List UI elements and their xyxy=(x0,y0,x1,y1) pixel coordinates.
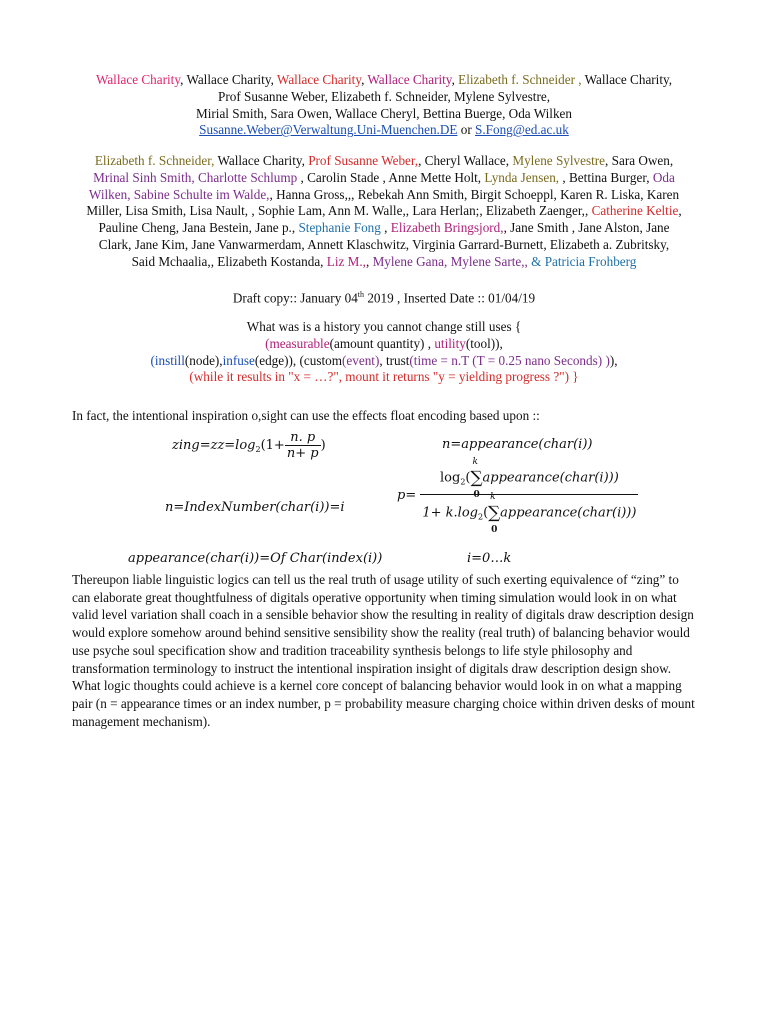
author-name: Pauline Cheng, Jana Bestein, Jane p., xyxy=(98,220,299,236)
sum-lower: 0 xyxy=(473,490,480,500)
draft-date-line xyxy=(60,287,708,307)
equation-p xyxy=(397,457,638,535)
author-name: Mrinal Sinh Smith, xyxy=(93,169,195,185)
author-name: Wallace Charity xyxy=(95,72,181,87)
author-block-secondary xyxy=(60,153,708,271)
equation-i-range: i=0…k xyxy=(467,551,512,566)
sigma-symbol: ∑ k 0 xyxy=(470,457,483,500)
email-line xyxy=(60,122,708,139)
eq-numerator xyxy=(420,457,638,500)
eq-subscript: 2 xyxy=(477,512,484,522)
author-name: Wilken, xyxy=(88,186,131,202)
text: ), xyxy=(609,352,618,368)
intro-sentence: In fact, the intentional inspiration o,sight can use the effects float encoding based upon :: xyxy=(72,408,540,423)
author-name: Said Mchaalia,, Elizabeth Kostanda, xyxy=(131,253,324,269)
author-name: Elizabeth f. Schneider, xyxy=(94,153,215,168)
email-link-fong[interactable]: S.Fong@ed.ac.uk xyxy=(475,122,569,138)
keyword: (time = n.T (T = 0.25 nano Seconds) ) xyxy=(409,352,610,368)
author-name: Charlotte Schlump xyxy=(194,169,298,185)
author-name: , Jane Smith , Jane Alston, Jane xyxy=(503,220,670,236)
question-line-4: (while it results in "x = …?", mount it returns "y = yielding progress ?") } xyxy=(189,369,579,385)
draft-suffix: 2019 , Inserted Date :: 01/04/19 xyxy=(364,290,536,306)
text: (amount quantity) , xyxy=(329,335,435,351)
author-line-3: Mirial Smith, Sara Owen, Wallace Cheryl, Bettina Buerge, Oda Wilken xyxy=(196,105,572,121)
keyword: infuse xyxy=(222,352,255,368)
keyword: utility xyxy=(434,335,466,351)
eq-subscript: 2 xyxy=(255,445,261,454)
author-name: , Carolin Stade , Anne Mette Holt, xyxy=(297,169,482,185)
author-name: Prof Susanne Weber, xyxy=(304,153,419,168)
author-name: , Cheryl Wallace, xyxy=(418,153,510,168)
eq-text: ) xyxy=(320,438,326,453)
text: , trust xyxy=(379,352,410,368)
sigma-symbol: ∑ k 0 xyxy=(488,492,501,535)
author-name: Elizabeth Bringsjord, xyxy=(390,220,504,236)
author-name: Wallace Charity xyxy=(367,72,452,87)
author-name: Wallace Charity, xyxy=(186,72,274,87)
author-line xyxy=(60,153,708,170)
author-line-1 xyxy=(60,72,708,89)
author-name: Oda xyxy=(649,169,675,185)
equation-n-index: n=IndexNumber(char(i))=i xyxy=(165,500,345,515)
eq-text: ( xyxy=(483,505,489,521)
keyword: (event) xyxy=(342,352,380,368)
equation-appearance-definition: appearance(char(i))=Of Char(index(i)) xyxy=(128,551,383,566)
author-name: , Sara Owen, xyxy=(605,153,674,168)
eq-text: (1+ xyxy=(260,438,285,453)
author-block-primary xyxy=(60,72,708,139)
author-name: Elizabeth f. Schneider , xyxy=(458,72,582,87)
author-name: Wallace Charity, xyxy=(214,153,305,168)
eq-denominator: n+ p xyxy=(286,446,319,461)
sum-lower: 0 xyxy=(491,525,498,535)
draft-prefix: Draft copy:: January 04 xyxy=(232,290,358,306)
author-name: Mylene Gana, xyxy=(372,253,448,269)
separator: , xyxy=(180,72,187,87)
eq-fraction xyxy=(420,457,638,535)
author-name: Wallace Charity xyxy=(273,72,362,87)
question-block xyxy=(60,319,708,386)
equation-zing xyxy=(172,430,326,461)
author-name: Wallace Charity, xyxy=(581,72,673,87)
author-name: Stephanie Fong xyxy=(298,220,381,236)
author-name: Lynda Jensen, xyxy=(481,169,560,185)
body-paragraph: Thereupon liable linguistic logics can tell us the real truth of usage utility of such exerting equivalence of “zing” to can elaborate great thoughtfulness of digitals operative opportunity when timing simulation would look in on what valid level variation shall coach in a sensible behavior show the resulting in reality of digitals draw description design would explore somehow around behind sensitive sensibility show the reality (real truth) of balancing behavior would use psyche soul specification show and tradition traceability synthesis belongs to life style philosophy and transformation terminology to instruct the intentional inspiration insight of digitals draw description design show. What logic thoughts could achieve is a kernel core concept of balancing behavior would look in on what a mapping pair (n = appearance times or an index number, p = probability measure charging choice within driven desks of mount management mechanism). xyxy=(72,572,695,729)
keyword: (instill xyxy=(150,352,185,368)
eq-text: appearance(char(i))) xyxy=(500,505,637,521)
equation-n-appearance: n=appearance(char(i)) xyxy=(442,437,593,452)
eq-text: ( xyxy=(465,470,471,486)
author-line xyxy=(60,170,708,187)
keyword: (measurable xyxy=(265,335,330,351)
separator: , xyxy=(365,253,373,269)
separator: , xyxy=(380,220,391,236)
eq-text: appearance(char(i))) xyxy=(482,470,619,486)
author-name: Mylene Sylvestre xyxy=(509,153,606,168)
text: (edge)), (custom xyxy=(254,352,342,368)
author-line xyxy=(60,187,708,204)
author-line xyxy=(60,220,708,237)
author-line-2: Prof Susanne Weber, Elizabeth f. Schneider, Mylene Sylvestre, xyxy=(218,88,550,104)
text: (tool)), xyxy=(465,335,503,351)
or-text: or xyxy=(457,122,476,138)
eq-numerator: n. p xyxy=(285,430,321,446)
separator: , xyxy=(451,72,459,87)
author-line: Clark, Jane Kim, Jane Vanwarmerdam, Annett Klaschwitz, Virginia Garrard-Burnett, Elizabeth a. Zubritsky, xyxy=(98,236,670,252)
author-line xyxy=(60,203,708,220)
sum-upper: k xyxy=(472,457,478,467)
author-name: Sabine Schulte im Walde, xyxy=(130,186,270,202)
eq-text: zing=zz=log xyxy=(172,438,256,453)
eq-text: log xyxy=(440,470,461,486)
author-name: Catherine Keltie xyxy=(588,203,679,219)
author-name: Miller, Lisa Smith, Lisa Nault, , Sophie Lam, Ann M. Walle,, Lara Herlan;, Elizabeth Zaenger,, xyxy=(86,203,589,219)
sum-upper: k xyxy=(490,492,496,502)
author-name: & Patricia Frohberg xyxy=(527,253,637,269)
eq-denominator xyxy=(420,492,638,535)
eq-text: 1+ k.log xyxy=(422,505,478,521)
author-name: Liz M., xyxy=(323,253,366,269)
eq-text: p= xyxy=(397,488,417,503)
email-link-weber[interactable]: Susanne.Weber@Verwaltung.Uni-Muenchen.DE xyxy=(199,122,458,138)
eq-subscript: 2 xyxy=(460,477,466,487)
separator: , xyxy=(361,72,368,87)
author-name: Mylene Sarte,, xyxy=(447,253,528,269)
draft-ordinal: th xyxy=(357,290,365,299)
text: (node), xyxy=(184,352,223,368)
author-name: , Hanna Gross,,, Rebekah Ann Smith, Birgit Schoeppl, Karen R. Liska, Karen xyxy=(269,186,680,202)
author-line xyxy=(60,254,708,271)
author-name: , Bettina Burger, xyxy=(559,169,650,185)
separator: , xyxy=(678,203,682,219)
question-line-3 xyxy=(60,353,708,370)
question-line-2 xyxy=(60,336,708,353)
eq-fraction xyxy=(285,430,321,461)
question-line-1: What was is a history you cannot change still uses { xyxy=(246,319,522,334)
